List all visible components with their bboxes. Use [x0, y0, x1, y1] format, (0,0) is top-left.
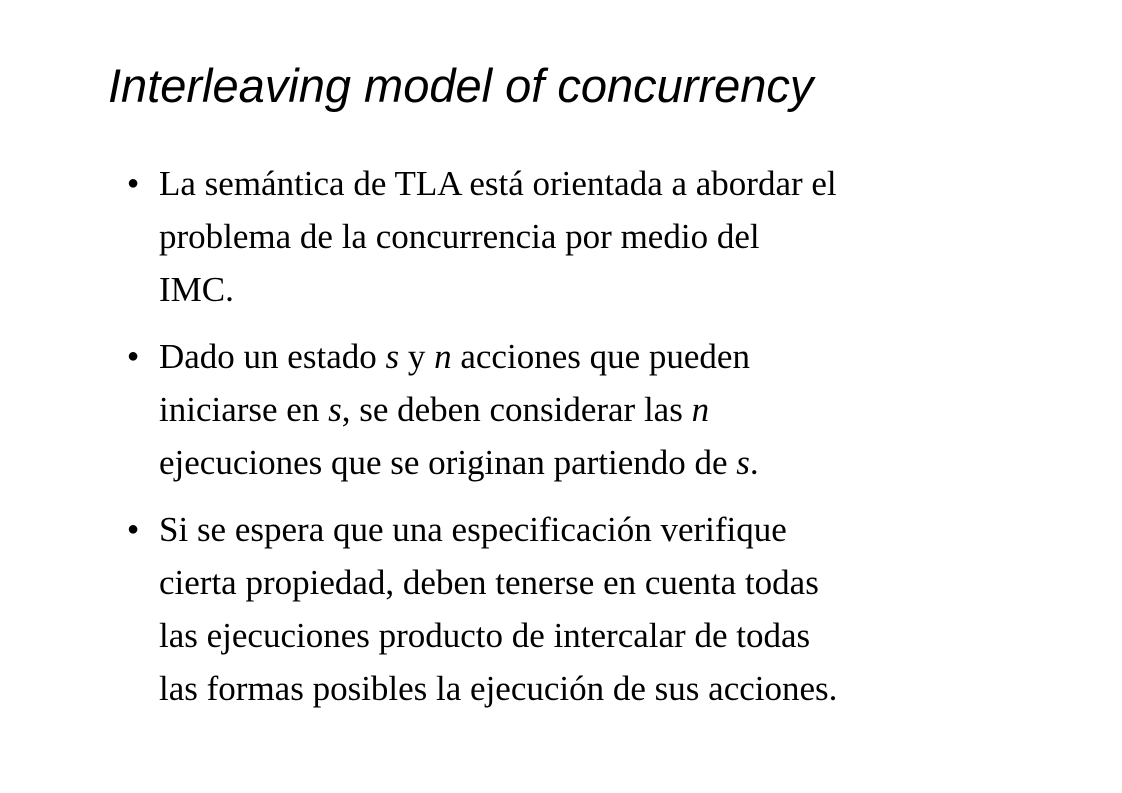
- bullet-list: [125, 157, 1005, 729]
- text-run: .: [749, 443, 759, 482]
- bullet-item: [125, 330, 1005, 489]
- text-run: y: [399, 337, 435, 376]
- math-variable: n: [434, 337, 452, 376]
- bullet-item: [125, 503, 1005, 715]
- text-run: ejecuciones que se originan partiendo de: [159, 443, 737, 482]
- bullet-text-line: las ejecuciones producto de intercalar de todas: [159, 616, 811, 655]
- slide-title: Interleaving model of concurrency: [108, 59, 814, 112]
- bullet-text-line: [159, 436, 1005, 489]
- text-run: iniciarse en: [159, 390, 329, 429]
- math-variable: s: [385, 337, 400, 376]
- bullet-icon: ●: [127, 345, 140, 367]
- math-variable: s: [736, 443, 750, 482]
- bullet-text-line: [159, 330, 1005, 383]
- bullet-item: [125, 157, 1005, 316]
- bullet-text-line: [159, 383, 1005, 436]
- bullet-text-line: problema de la concurrencia por medio del: [159, 217, 760, 256]
- bullet-text-line: Si se espera que una especificación verifique: [159, 510, 787, 549]
- bullet-text-line: cierta propiedad, deben tenerse en cuenta todas: [159, 563, 819, 602]
- bullet-text-line: IMC.: [159, 270, 234, 309]
- math-variable: n: [691, 390, 710, 429]
- bullet-icon: ●: [127, 172, 140, 194]
- text-run: acciones que pueden: [451, 337, 750, 376]
- text-run: Dado un estado: [159, 337, 386, 376]
- bullet-icon: ●: [127, 518, 140, 540]
- bullet-text-line: La semántica de TLA está orientada a abordar el: [159, 164, 837, 203]
- math-variable: s: [328, 390, 342, 429]
- text-run: , se deben considerar las: [341, 390, 692, 429]
- bullet-text-line: las formas posibles la ejecución de sus acciones.: [159, 669, 838, 708]
